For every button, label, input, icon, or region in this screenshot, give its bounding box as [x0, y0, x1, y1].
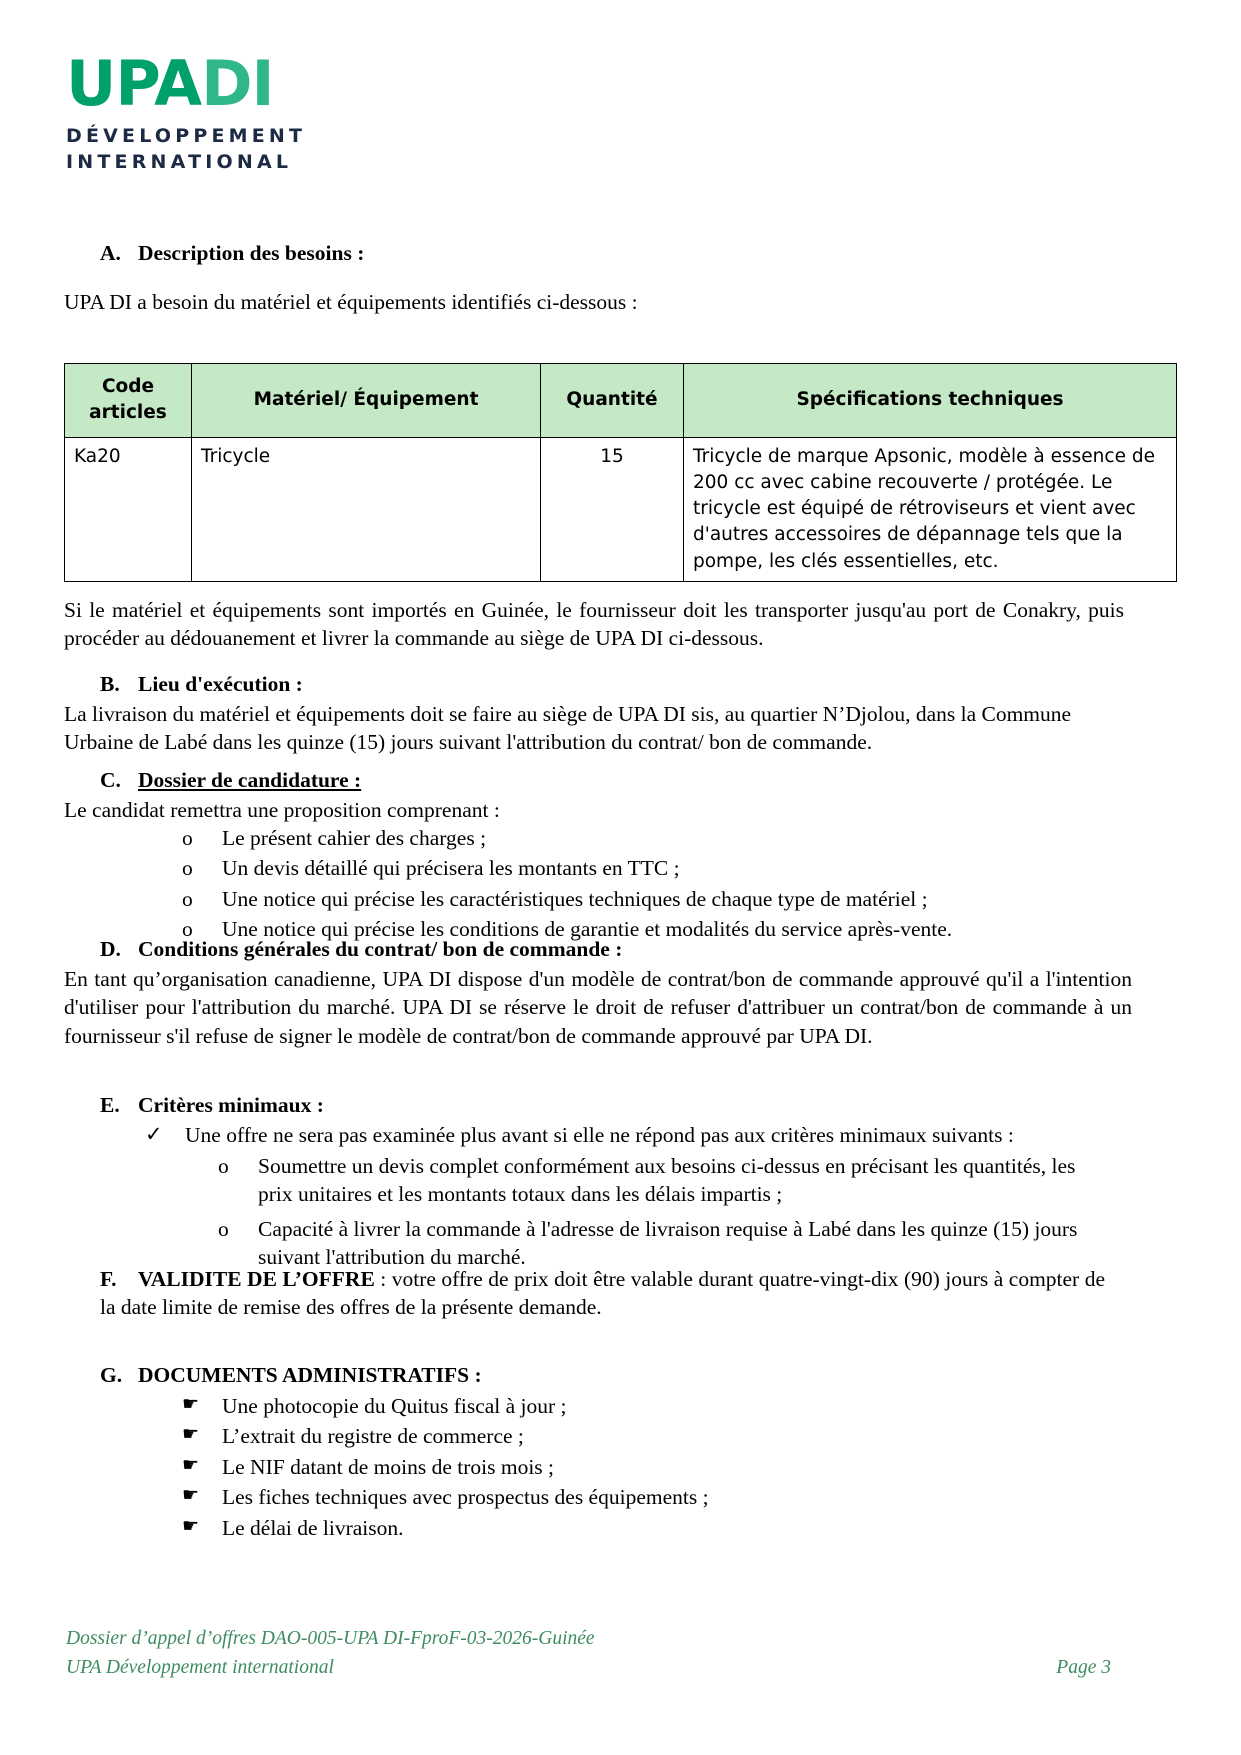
- column-header-code-line1: Code: [101, 376, 155, 397]
- list-item-label: Une photocopie du Quitus fiscal à jour ;: [222, 1394, 567, 1418]
- list-item-label: Les fiches techniques avec prospectus des équipements ;: [222, 1485, 709, 1510]
- list-item-label: Soumettre un devis complet conformément aux besoins ci-dessus en précisant les quantités, les prix unitaires et les montants totaux dans les délais impartis ;: [258, 1154, 1076, 1207]
- cell-specifications: Tricycle de marque Apsonic, modèle à essence de 200 cc avec cabine recouverte / protégée. Le tricycle est équipé de rétroviseurs et vient avec d'autres accessoires de dépannage tels que la pompe, les clés essentielles, etc.: [684, 437, 1177, 581]
- footer-bottom-row: [66, 1654, 1111, 1682]
- list-item: [182, 824, 1112, 852]
- list-item: [182, 1392, 1082, 1420]
- section-e-title: Critères minimaux :: [138, 1093, 324, 1117]
- section-e-check-list: [145, 1121, 1120, 1151]
- logo-subtitle-line2: INTERNATIONAL: [66, 150, 293, 173]
- list-item-label: L’extrait du registre de commerce ;: [222, 1424, 524, 1449]
- list-item-label: Le présent cahier des charges ;: [222, 826, 487, 850]
- list-item: [145, 1121, 1120, 1149]
- section-a-intro: UPA DI a besoin du matériel et équipements identifiés ci-dessous :: [64, 290, 638, 314]
- cell-quantity: 15: [541, 437, 684, 581]
- list-item-label: Une notice qui précise les conditions de garantie et modalités du service après-vente.: [222, 917, 953, 942]
- list-item: [182, 1514, 1082, 1542]
- section-g-title: DOCUMENTS ADMINISTRATIFS :: [138, 1363, 482, 1387]
- section-f-block: [100, 1265, 1105, 1322]
- footer-page-number: Page 3: [1056, 1657, 1111, 1679]
- section-e-letter: E.: [100, 1093, 120, 1117]
- footer-organization: UPA Développement international: [66, 1657, 334, 1679]
- logo-upa-text: UPA: [66, 47, 202, 120]
- section-c-letter: C.: [100, 768, 121, 792]
- section-g-heading: [100, 1362, 482, 1390]
- pointing-hand-icon: ☛: [182, 1454, 200, 1476]
- bullet-marker-circle-icon: o: [218, 1216, 229, 1241]
- section-f-letter: F.: [100, 1267, 117, 1291]
- page-footer: [66, 1625, 1111, 1683]
- bullet-marker-circle-icon: o: [182, 856, 193, 881]
- cell-material: Tricycle: [192, 437, 541, 581]
- list-item: [182, 1422, 1082, 1450]
- bullet-marker-circle-icon: o: [218, 1154, 229, 1178]
- list-item-label: Un devis détaillé qui précisera les montants en TTC ;: [222, 856, 680, 881]
- list-item: [182, 1453, 1082, 1481]
- footer-reference: Dossier d’appel d’offres DAO-005-UPA DI-FproF-03-2026-Guinée: [66, 1628, 595, 1649]
- upadi-logo: [66, 47, 326, 175]
- column-header-quantity: Quantité: [541, 364, 684, 438]
- table-header-row: [65, 364, 1177, 438]
- list-item-label: Capacité à livrer la commande à l'adresse de livraison requise à Labé dans les quinze (15) jours suivant l'attribution du marché.: [258, 1216, 1078, 1270]
- list-item: [182, 885, 1112, 913]
- section-c-heading: [100, 767, 361, 795]
- column-header-code-line2: articles: [89, 402, 167, 424]
- section-e-heading: [100, 1092, 324, 1120]
- pointing-hand-icon: ☛: [182, 1394, 200, 1415]
- list-item: [182, 854, 1112, 882]
- section-d-letter: D.: [100, 937, 121, 961]
- section-d-paragraph: En tant qu’organisation canadienne, UPA DI dispose d'un modèle de contrat/bon de commande approuvé qu'il a l'intention d'utiliser pour l'attribution du marché. UPA DI se réserve le droit de refuser d'attribuer un contrat/bon de commande à un fournisseur s'il refuse de signer le modèle de contrat/bon de commande approuvé par UPA DI.: [64, 967, 1132, 1048]
- list-item-label: Le délai de livraison.: [222, 1515, 404, 1540]
- column-header-material: Matériel/ Équipement: [192, 364, 541, 438]
- section-b-heading: [100, 671, 303, 699]
- checkmark-icon: ✓: [145, 1122, 163, 1146]
- section-e-list: [218, 1152, 1113, 1274]
- list-item: [182, 1483, 1082, 1511]
- section-g-letter: G.: [100, 1363, 123, 1387]
- table-row: [65, 437, 1177, 581]
- logo-di-text: DI: [201, 47, 274, 120]
- section-a-letter: A.: [100, 241, 121, 265]
- logo-subtitle-line1: DÉVELOPPEMENT: [66, 124, 307, 147]
- pointing-hand-icon: ☛: [182, 1424, 200, 1446]
- section-b-title: Lieu d'exécution :: [138, 672, 303, 696]
- requirements-table: [64, 363, 1177, 582]
- bullet-marker-circle-icon: o: [182, 886, 193, 911]
- logo-wordmark: [66, 47, 326, 120]
- section-b-paragraph: La livraison du matériel et équipements doit se faire au siège de UPA DI sis, au quartier N’Djolou, dans la Commune Urbaine de Labé dans les quinze (15) jours suivant l'attribution du contrat/ bon de commande.: [64, 702, 1072, 755]
- section-c-lead: Le candidat remettra une proposition comprenant :: [64, 798, 500, 822]
- section-d-heading: [100, 936, 622, 964]
- section-f-paragraph: : votre offre de prix doit être valable durant quatre-vingt-dix (90) jours à compter de la date limite de remise des offres de la présente demande.: [100, 1267, 1105, 1320]
- section-a-after-table-paragraph: Si le matériel et équipements sont importés en Guinée, le fournisseur doit les transporter jusqu'au port de Conakry, puis procéder au dédouanement et livrer la commande au siège de UPA DI ci-dessous.: [64, 598, 1124, 651]
- cell-code: Ka20: [65, 437, 192, 581]
- list-item-label: Une notice qui précise les caractéristiques techniques de chaque type de matériel ;: [222, 886, 928, 911]
- column-header-code: [65, 364, 192, 438]
- section-c-list: [182, 824, 1112, 946]
- section-b-letter: B.: [100, 672, 120, 696]
- list-item-label: Le NIF datant de moins de trois mois ;: [222, 1454, 555, 1479]
- section-g-list: [182, 1392, 1082, 1544]
- section-a-title: Description des besoins :: [138, 241, 365, 265]
- list-item: [218, 1215, 1113, 1272]
- list-item-label: Une offre ne sera pas examinée plus avant si elle ne répond pas aux critères minimaux suivants :: [185, 1123, 1014, 1147]
- pointing-hand-icon: ☛: [182, 1485, 200, 1507]
- section-d-title: Conditions générales du contrat/ bon de commande :: [138, 937, 623, 961]
- pointing-hand-icon: ☛: [182, 1515, 200, 1537]
- column-header-specifications: Spécifications techniques: [684, 364, 1177, 438]
- section-c-title: Dossier de candidature :: [138, 768, 362, 792]
- bullet-marker-circle-icon: o: [182, 826, 193, 850]
- bullet-marker-circle-icon: o: [182, 917, 193, 942]
- list-item: [218, 1152, 1113, 1209]
- section-a-heading: [100, 240, 364, 268]
- section-f-title: VALIDITE DE L’OFFRE: [138, 1267, 375, 1291]
